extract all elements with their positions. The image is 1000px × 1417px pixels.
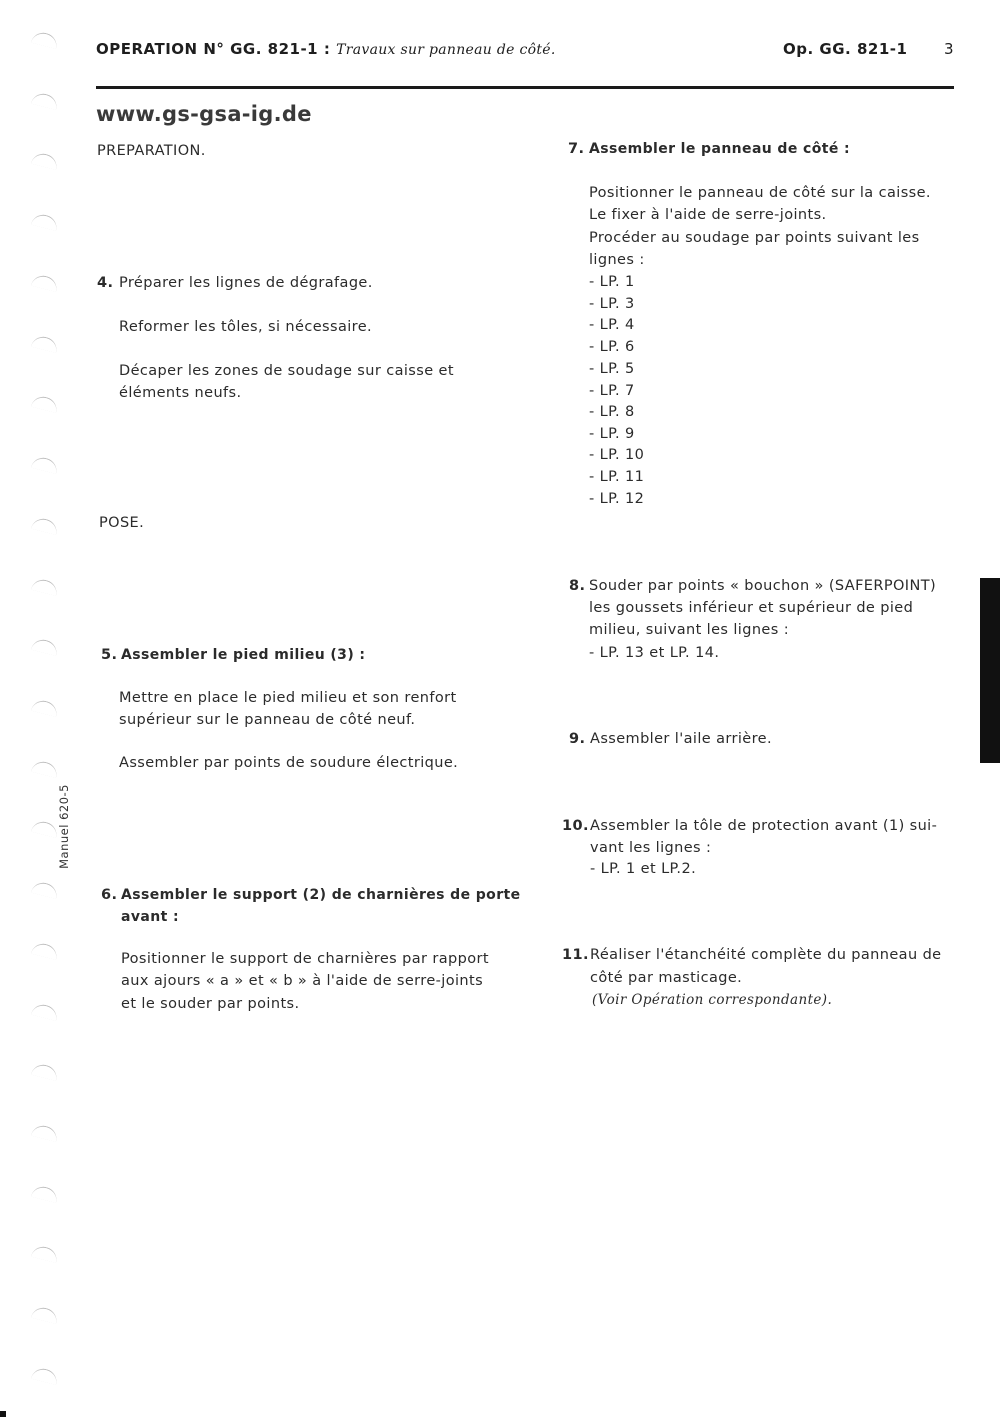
binder-hole: [31, 941, 59, 960]
step-text: - LP. 13 et LP. 14.: [589, 645, 720, 661]
binder-hole: [31, 334, 59, 353]
step-text: supérieur sur le panneau de côté neuf.: [119, 712, 416, 728]
website-watermark: www.gs-gsa-ig.de: [96, 102, 312, 126]
binder-hole: [31, 212, 59, 231]
binder-hole: [31, 1002, 59, 1021]
binder-hole: [31, 151, 59, 170]
spine-label: Manuel 620-5: [57, 784, 71, 869]
binder-hole: [31, 1184, 59, 1203]
step-text: lignes :: [589, 252, 645, 268]
binder-hole: [31, 455, 59, 474]
step-title: Préparer les lignes de dégrafage.: [119, 275, 373, 291]
step-text: Assembler la tôle de protection avant (1) sui-: [590, 818, 938, 834]
step-title: Assembler le support (2) de charnières de porte: [121, 887, 521, 903]
binder-hole: [31, 1244, 59, 1263]
step-text: vant les lignes :: [590, 840, 712, 856]
corner-mark: [0, 1411, 6, 1417]
step-text: - LP. 1 et LP.2.: [590, 861, 697, 877]
header-rule: [96, 86, 954, 89]
weld-line-item: - LP. 7: [589, 383, 635, 399]
step-text: Procéder au soudage par points suivant les: [589, 230, 920, 246]
binder-hole: [31, 1062, 59, 1081]
binder-hole: [31, 1123, 59, 1142]
step-text: éléments neufs.: [119, 385, 242, 401]
weld-line-item: - LP. 8: [589, 404, 635, 420]
weld-line-item: - LP. 3: [589, 296, 635, 312]
weld-line-item: - LP. 10: [589, 447, 645, 463]
step-number: 10.: [562, 818, 589, 834]
step-text: Décaper les zones de soudage sur caisse et: [119, 363, 454, 379]
step-text: Le fixer à l'aide de serre-joints.: [589, 207, 827, 223]
weld-line-item: - LP. 1: [589, 274, 635, 290]
step-text: Reformer les tôles, si nécessaire.: [119, 319, 373, 335]
step-text: et le souder par points.: [121, 996, 300, 1012]
step-title: avant :: [121, 909, 179, 925]
weld-line-item: - LP. 4: [589, 317, 635, 333]
section-heading-preparation: PREPARATION.: [97, 143, 206, 159]
weld-line-item: - LP. 12: [589, 491, 645, 507]
step-text: Assembler par points de soudure électrique.: [119, 755, 459, 771]
step-text: milieu, suivant les lignes :: [589, 622, 789, 638]
section-thumb-tab: [980, 578, 1000, 763]
weld-line-item: - LP. 9: [589, 426, 635, 442]
binder-hole: [31, 30, 59, 49]
binder-hole: [31, 516, 59, 535]
step-text: côté par masticage.: [590, 970, 743, 986]
section-heading-pose: POSE.: [99, 515, 145, 531]
binder-hole: [31, 637, 59, 656]
step-text: Mettre en place le pied milieu et son renfort: [119, 690, 457, 706]
operation-reference: Op. GG. 821-1: [783, 40, 908, 58]
weld-line-item: - LP. 6: [589, 339, 635, 355]
step-number: 7.: [568, 141, 585, 157]
step-number: 5.: [101, 647, 118, 663]
step-title: Assembler le pied milieu (3) :: [121, 647, 366, 663]
step-number: 9.: [569, 731, 586, 747]
step-number: 11.: [562, 947, 589, 963]
step-number: 8.: [569, 578, 586, 594]
operation-header: [96, 40, 556, 58]
binder-hole: [31, 759, 59, 778]
cross-reference-note: (Voir Opération correspondante).: [592, 992, 833, 1008]
binder-hole: [31, 273, 59, 292]
binder-hole: [31, 1366, 59, 1385]
step-text: les goussets inférieur et supérieur de pied: [589, 600, 914, 616]
binder-hole: [31, 1305, 59, 1324]
binder-hole: [31, 698, 59, 717]
step-text: Positionner le support de charnières par rapport: [121, 951, 489, 967]
operation-label: OPERATION N° GG. 821-1 :: [96, 40, 331, 58]
binder-hole: [31, 880, 59, 899]
binder-hole: [31, 577, 59, 596]
operation-title: Travaux sur panneau de côté.: [336, 42, 556, 58]
binder-hole: [31, 91, 59, 110]
weld-line-item: - LP. 11: [589, 469, 645, 485]
step-text: Réaliser l'étanchéité complète du panneau de: [590, 947, 942, 963]
spine-label-wrap: [57, 784, 73, 876]
binder-hole: [31, 819, 59, 838]
step-title: Assembler le panneau de côté :: [589, 141, 850, 157]
step-text: Positionner le panneau de côté sur la caisse.: [589, 185, 931, 201]
step-number: 6.: [101, 887, 118, 903]
step-number: 4.: [97, 275, 114, 291]
binder-hole: [31, 394, 59, 413]
step-text: aux ajours « a » et « b » à l'aide de serre-joints: [121, 973, 484, 989]
page-number: 3: [944, 40, 954, 58]
weld-line-item: - LP. 5: [589, 361, 635, 377]
step-text: Assembler l'aile arrière.: [590, 731, 772, 747]
step-text: Souder par points « bouchon » (SAFERPOINT): [589, 578, 937, 594]
